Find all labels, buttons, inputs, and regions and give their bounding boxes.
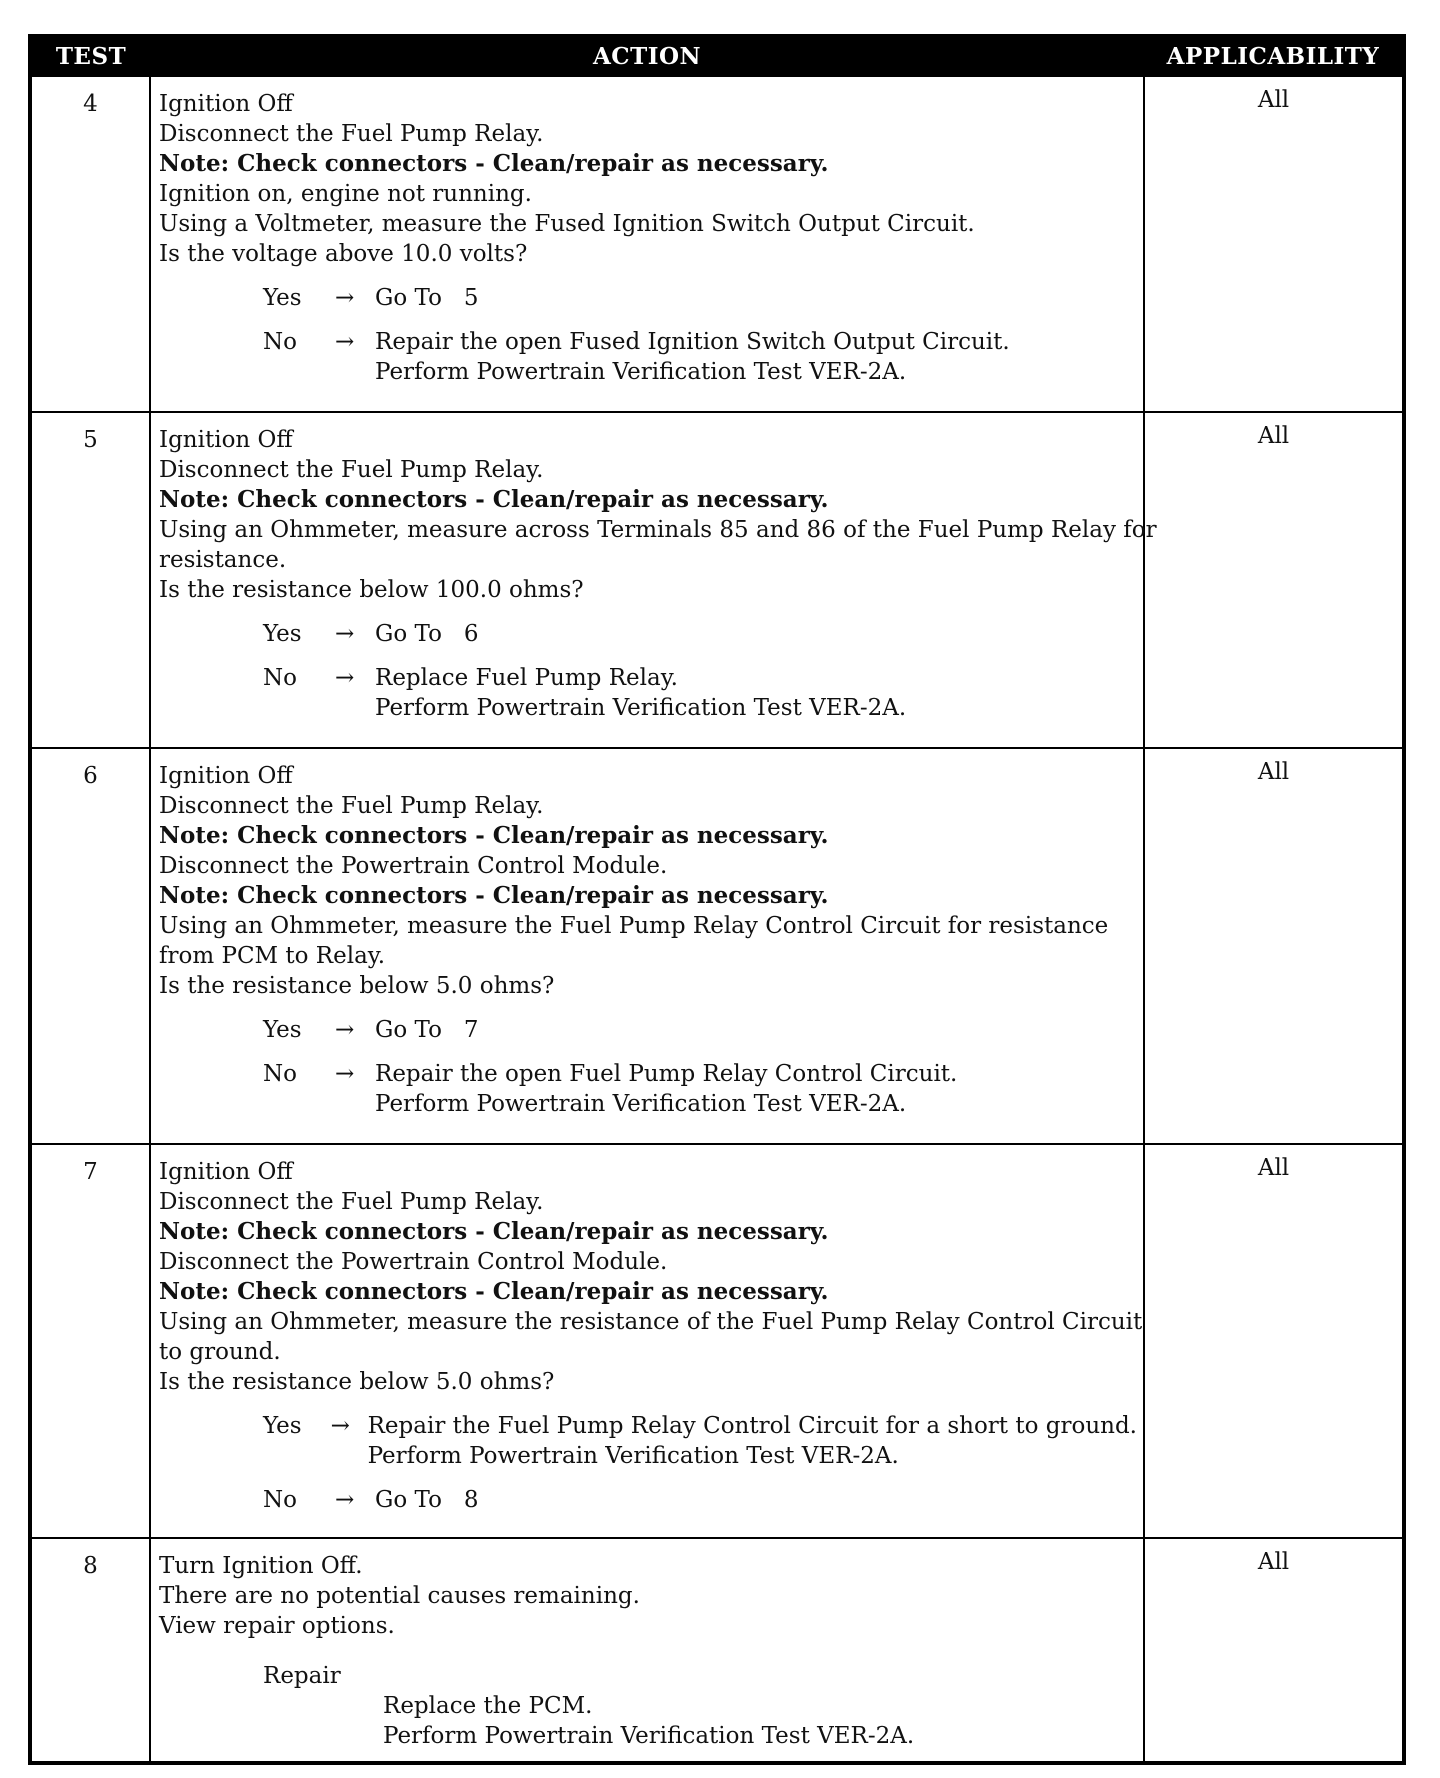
table-row — [30, 76, 1404, 412]
yes-label: Yes — [263, 1413, 302, 1439]
action-line: Disconnect the Fuel Pump Relay. — [159, 1189, 544, 1215]
action-cell — [150, 76, 1144, 412]
result-line: Repair the open Fuel Pump Relay Control Circuit. — [375, 1061, 958, 1087]
result-line: Perform Powertrain Verification Test VER-2A. — [375, 359, 907, 385]
question-line: Is the resistance below 100.0 ohms? — [159, 577, 584, 603]
action-line: View repair options. — [159, 1613, 395, 1639]
action-line: Using an Ohmmeter, measure the Fuel Pump Relay Control Circuit for resistance — [159, 913, 1109, 939]
action-cell — [150, 748, 1144, 1144]
arrow-icon: → — [335, 621, 355, 647]
no-label: No — [263, 329, 297, 355]
action-line: There are no potential causes remaining. — [159, 1583, 640, 1609]
table-row — [30, 412, 1404, 748]
applicability-cell: All — [1144, 748, 1404, 1144]
action-line: Ignition on, engine not running. — [159, 181, 532, 207]
no-branch — [263, 1485, 1137, 1515]
header-applicability: APPLICABILITY — [1144, 36, 1404, 76]
action-cell — [150, 1144, 1144, 1538]
action-line: Disconnect the Fuel Pump Relay. — [159, 121, 544, 147]
yes-label: Yes — [263, 1017, 302, 1043]
yes-result — [375, 1015, 1137, 1045]
yes-branch — [263, 283, 1137, 313]
result-line: Perform Powertrain Verification Test VER-2A. — [375, 695, 907, 721]
action-line: Ignition Off — [159, 91, 293, 117]
diagnostic-test-table — [28, 34, 1406, 1765]
yes-branch — [263, 1411, 1137, 1471]
result-line: Replace Fuel Pump Relay. — [375, 665, 678, 691]
result-line: Go To 8 — [375, 1487, 479, 1513]
result-line: Go To 5 — [375, 285, 479, 311]
arrow-icon: → — [335, 1487, 355, 1513]
yes-branch — [263, 1015, 1137, 1045]
action-cell — [150, 1538, 1144, 1763]
no-result — [375, 1485, 1137, 1515]
action-line: from PCM to Relay. — [159, 943, 386, 969]
note-line: Note: Check connectors - Clean/repair as necessary. — [159, 486, 829, 513]
repair-options — [383, 1691, 1137, 1751]
action-line: Using an Ohmmeter, measure the resistance of the Fuel Pump Relay Control Circuit — [159, 1309, 1143, 1335]
action-line: to ground. — [159, 1339, 281, 1365]
yes-result — [375, 283, 1137, 313]
action-line: resistance. — [159, 547, 287, 573]
note-line: Note: Check connectors - Clean/repair as necessary. — [159, 822, 829, 849]
applicability-cell: All — [1144, 412, 1404, 748]
yes-label: Yes — [263, 285, 302, 311]
action-cell — [150, 412, 1157, 748]
yes-result — [368, 1411, 1137, 1471]
test-number: 8 — [30, 1538, 150, 1763]
header-action: ACTION — [150, 36, 1144, 76]
action-line: Using an Ohmmeter, measure across Terminals 85 and 86 of the Fuel Pump Relay for — [159, 517, 1157, 543]
note-line: Note: Check connectors - Clean/repair as necessary. — [159, 1278, 829, 1305]
header-test: TEST — [30, 36, 150, 76]
repair-line: Perform Powertrain Verification Test VER-2A. — [383, 1723, 915, 1749]
question-line: Is the voltage above 10.0 volts? — [159, 241, 528, 267]
yes-branch — [263, 619, 1137, 649]
arrow-icon: → — [335, 285, 355, 311]
repair-line: Replace the PCM. — [383, 1693, 593, 1719]
no-result — [375, 327, 1137, 387]
note-line: Note: Check connectors - Clean/repair as necessary. — [159, 882, 829, 909]
yes-result — [375, 619, 1137, 649]
action-line: Ignition Off — [159, 427, 293, 453]
repair-label: Repair — [263, 1663, 341, 1689]
question-line: Is the resistance below 5.0 ohms? — [159, 973, 555, 999]
result-line: Perform Powertrain Verification Test VER-2A. — [375, 1091, 907, 1117]
result-line: Go To 6 — [375, 621, 479, 647]
table-header-row — [30, 36, 1404, 76]
no-label: No — [263, 1487, 297, 1513]
test-number: 5 — [30, 412, 150, 748]
note-line: Note: Check connectors - Clean/repair as necessary. — [159, 150, 829, 177]
result-line: Go To 7 — [375, 1017, 479, 1043]
no-result — [375, 663, 1137, 723]
note-line: Note: Check connectors - Clean/repair as necessary. — [159, 1218, 829, 1245]
question-line: Is the resistance below 5.0 ohms? — [159, 1369, 555, 1395]
action-line: Disconnect the Powertrain Control Module. — [159, 853, 668, 879]
applicability-cell: All — [1144, 76, 1404, 412]
arrow-icon: → — [335, 1061, 355, 1087]
applicability-cell: All — [1144, 1144, 1404, 1538]
yes-label: Yes — [263, 621, 302, 647]
arrow-icon: → — [335, 329, 355, 355]
test-number: 7 — [30, 1144, 150, 1538]
table-row — [30, 748, 1404, 1144]
no-branch — [263, 327, 1137, 387]
action-line: Disconnect the Fuel Pump Relay. — [159, 457, 544, 483]
table-row — [30, 1144, 1404, 1538]
arrow-icon: → — [335, 665, 355, 691]
no-result — [375, 1059, 1137, 1119]
action-line: Disconnect the Powertrain Control Module. — [159, 1249, 668, 1275]
action-line: Turn Ignition Off. — [159, 1553, 363, 1579]
arrow-icon: → — [335, 1017, 355, 1043]
result-line: Repair the Fuel Pump Relay Control Circuit for a short to ground. — [367, 1413, 1137, 1439]
arrow-icon: → — [330, 1413, 350, 1439]
no-label: No — [263, 1061, 297, 1087]
no-branch — [263, 663, 1137, 723]
result-line: Perform Powertrain Verification Test VER-2A. — [367, 1443, 899, 1469]
action-line: Using a Voltmeter, measure the Fused Ignition Switch Output Circuit. — [159, 211, 975, 237]
table-row — [30, 1538, 1404, 1763]
test-number: 6 — [30, 748, 150, 1144]
action-line: Disconnect the Fuel Pump Relay. — [159, 793, 544, 819]
action-line: Ignition Off — [159, 763, 293, 789]
no-label: No — [263, 665, 297, 691]
test-number: 4 — [30, 76, 150, 412]
result-line: Repair the open Fused Ignition Switch Output Circuit. — [375, 329, 1010, 355]
applicability-cell: All — [1144, 1538, 1404, 1763]
no-branch — [263, 1059, 1137, 1119]
action-line: Ignition Off — [159, 1159, 293, 1185]
